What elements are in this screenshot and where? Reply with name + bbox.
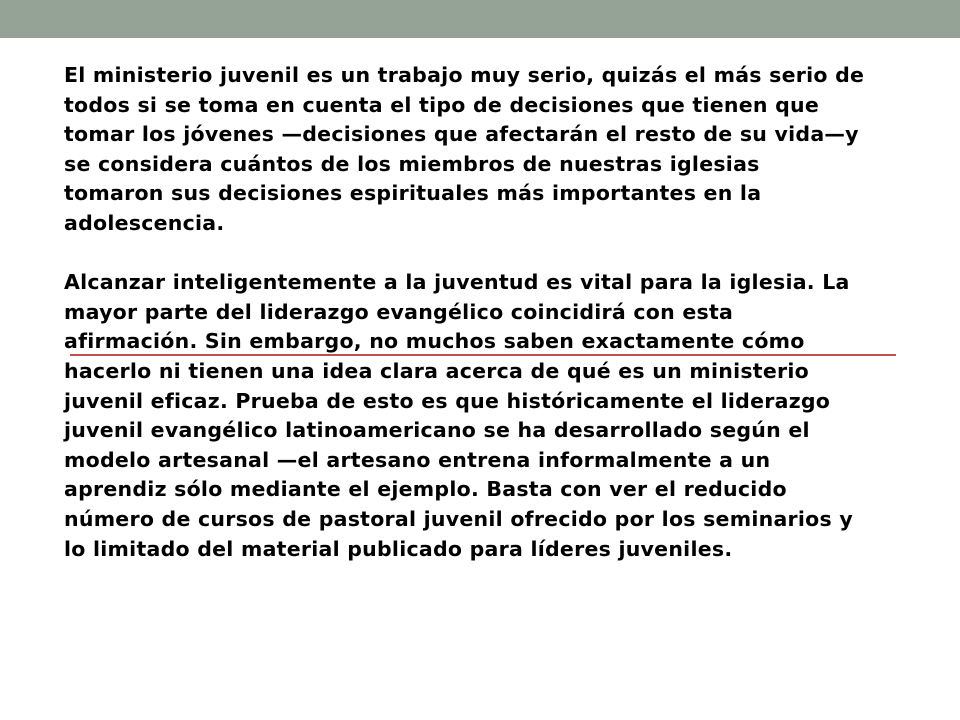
paragraph-1-line: tomar los jóvenes —decisiones que afectarán el resto de su vida—y	[64, 122, 859, 147]
paragraph-1-line: todos si se toma en cuenta el tipo de decisiones que tienen que	[64, 92, 820, 117]
paragraph-2-line: afirmación. Sin embargo, no muchos saben exactamente cómo	[64, 329, 805, 354]
paragraph-1	[64, 61, 954, 239]
paragraph-1-line: tomaron sus decisiones espirituales más importantes en la	[64, 181, 762, 206]
paragraph-spacer	[64, 239, 954, 269]
paragraph-1-line: El ministerio juvenil es un trabajo muy serio, quizás el más serio de	[64, 63, 865, 87]
paragraph-2-line: lo limitado del material publicado para líderes juveniles.	[64, 536, 733, 561]
paragraph-2-line: juvenil evangélico latinoamericano se ha desarrollado según el	[64, 418, 810, 443]
paragraph-1-line: se considera cuántos de los miembros de nuestras iglesias	[64, 151, 760, 176]
red-underline-rule	[70, 354, 896, 356]
paragraph-2	[64, 268, 954, 564]
paragraph-2-line: Alcanzar inteligentemente a la juventud es vital para la iglesia. La	[64, 270, 850, 295]
paragraph-2-line: hacerlo ni tienen una idea clara acerca de qué es un ministerio	[64, 358, 809, 383]
paragraph-1-line: adolescencia.	[64, 210, 225, 235]
paragraph-2-line: número de cursos de pastoral juvenil ofrecido por los seminarios y	[64, 506, 853, 531]
paragraph-2-line: juvenil eficaz. Prueba de esto es que históricamente el liderazgo	[64, 388, 831, 413]
paragraph-2-line: mayor parte del liderazgo evangélico coincidirá con esta	[64, 299, 734, 324]
paragraph-2-line: aprendiz sólo mediante el ejemplo. Basta con ver el reducido	[64, 477, 787, 502]
slide-body-text	[64, 61, 954, 564]
paragraph-2-line: modelo artesanal —el artesano entrena informalmente a un	[64, 447, 771, 472]
slide-header-bar	[0, 0, 960, 38]
